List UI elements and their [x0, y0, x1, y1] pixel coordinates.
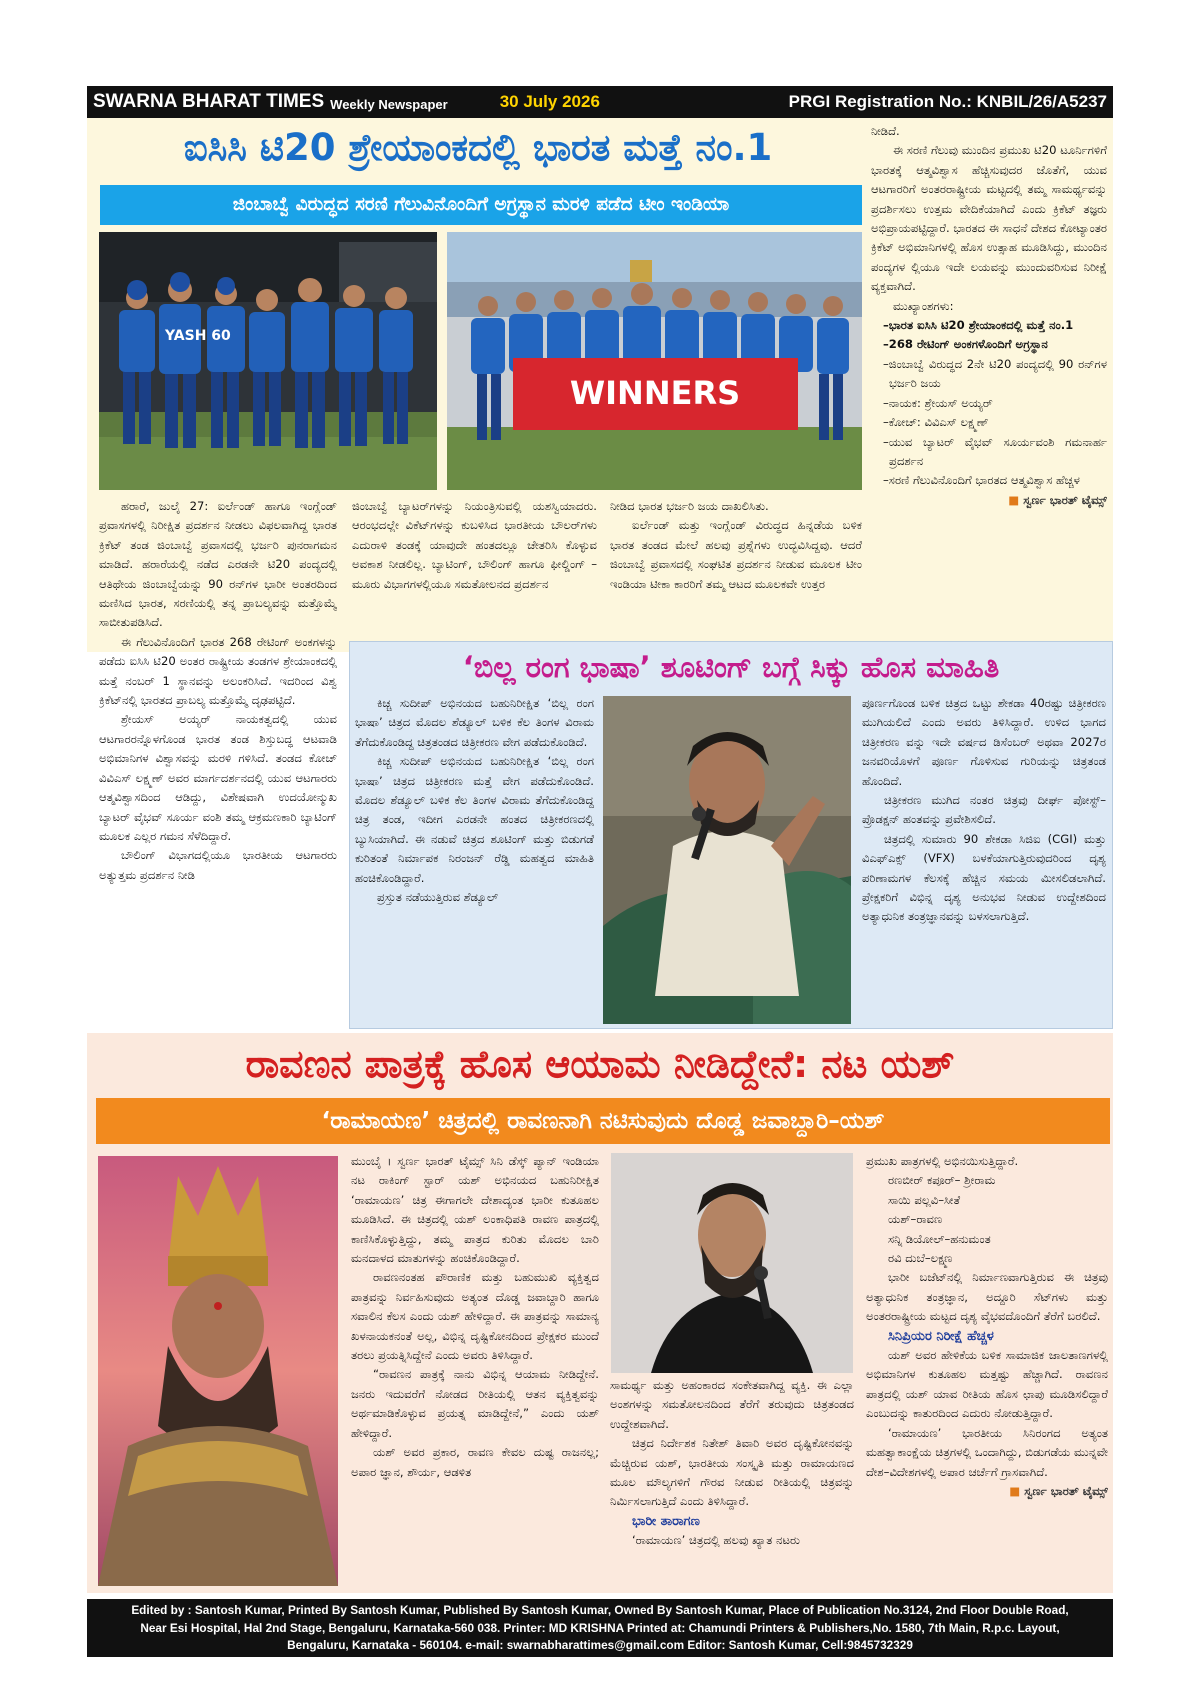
jersey-label: YASH 60 [165, 328, 231, 344]
paragraph: ಹರಾರೆ, ಜುಲೈ 27: ಐರ್ಲೆಂಡ್ ಹಾಗೂ ಇಂಗ್ಲೆಂಡ್ ಪ್ರವಾಸಗಳಲ್ಲಿ ನಿರೀಕ್ಷಿತ ಪ್ರದರ್ಶನ ನೀಡಲು ವಿಫಲವಾಗಿದ್ದ ಭಾರತ ಕ್ರಿಕೆಟ್ ತಂಡ ಜಿಂಬಾಬ್ವೆ ಪ್ರವಾಸದಲ್ಲಿ ಭರ್ಜರಿ ಪುನರಾಗಮನ ಮಾಡಿದೆ. ಹರಾರೆಯಲ್ಲಿ ನಡೆದ ಎರಡನೇ ಟಿ20 ಪಂದ್ಯದಲ್ಲಿ ಆತಿಥೇಯ ಜಿಂಬಾಬ್ವೆಯನ್ನು 90 ರನ್‌ಗಳ ಭಾರೀ ಅಂತರದಿಂದ ಮಣಿಸಿದ ಭಾರತ, ಸರಣಿಯಲ್ಲಿ ತನ್ನ ಪ್ರಾಬಲ್ಯವನ್ನು ಮತ್ತೊಮ್ಮೆ ಸಾಬೀತುಪಡಿಸಿದೆ. [99, 499, 337, 630]
cast-item: ರಣಬೀರ್ ಕಪೂರ್– ಶ್ರೀರಾಮ [888, 1173, 996, 1188]
paragraph: ಚಿತ್ರದ ನಿರ್ದೇಶಕ ನಿತೇಶ್ ತಿವಾರಿ ಅವರ ದೃಷ್ಟಿಕೋನವನ್ನು ಮೆಚ್ಚಿರುವ ಯಶ್, ಭಾರತೀಯ ಸಂಸ್ಕೃತಿ ಮತ್ತು ರಾಮಾಯಣದ ಮೂಲ ಮೌಲ್ಯಗಳಿಗೆ ಗೌರವ ನೀಡುವ ರೀತಿಯಲ್ಲಿ ಚಿತ್ರವನ್ನು ನಿರ್ಮಿಸಲಾಗುತ್ತಿದೆ ಎಂದು ತಿಳಿಸಿದ್ದಾರೆ. [610, 1436, 854, 1509]
highlight-item: –ಯುವ ಬ್ಯಾಟರ್ ವೈಭವ್ ಸೂರ್ಯವಂಶಿ ಗಮನಾರ್ಹ ಪ್ರದರ್ಶನ [883, 434, 1107, 468]
paragraph: ಭಾರೀ ಬಜೆಟ್‌ನಲ್ಲಿ ನಿರ್ಮಾಣವಾಗುತ್ತಿರುವ ಈ ಚಿತ್ರವು ಅತ್ಯಾಧುನಿಕ ತಂತ್ರಜ್ಞಾನ, ಅದ್ದೂರಿ ಸೆಟ್‌ಗಳು ಮತ್ತು ಅಂತರರಾಷ್ಟ್ರೀಯ ಮಟ್ಟದ ದೃಶ್ಯ ವೈಭವದೊಂದಿಗೆ ತೆರೆಗೆ ಬರಲಿದೆ. [866, 1270, 1108, 1324]
paragraph: ಯಶ್ ಅವರ ಹೇಳಿಕೆಯ ಬಳಿಕ ಸಾಮಾಜಿಕ ಜಾಲತಾಣಗಳಲ್ಲಿ ಅಭಿಮಾನಿಗಳ ಕುತೂಹಲ ಮತ್ತಷ್ಟು ಹೆಚ್ಚಾಗಿದೆ. ರಾವಣನ ಪಾತ್ರದಲ್ಲಿ ಯಶ್ ಯಾವ ರೀತಿಯ ಹೊಸ ಛಾಪು ಮೂಡಿಸಲಿದ್ದಾರೆ ಎಂಬುದನ್ನು ಕಾತುರದಿಂದ ಎದುರು ನೋಡುತ್ತಿದ್ದಾರೆ. [866, 1348, 1108, 1421]
paragraph: ‘ರಾಮಾಯಣ’ ಚಿತ್ರದಲ್ಲಿ ಹಲವು ಖ್ಯಾತ ನಟರು [632, 1533, 800, 1548]
story3-column-3 [866, 1152, 1108, 1590]
highlights-title: ಮುಖ್ಯಾಂಶಗಳು: [893, 298, 954, 313]
paragraph: ಶ್ರೇಯಸ್ ಅಯ್ಯರ್ ನಾಯಕತ್ವದಲ್ಲಿ ಯುವ ಆಟಗಾರರನ್ನೊಳಗೊಂಡ ಭಾರತ ತಂಡ ಶಿಸ್ತುಬದ್ಧ ಆಟವಾಡಿ ಅಭಿಮಾನಿಗಳ ವಿಶ್ವಾಸವನ್ನು ಮರಳಿ ಗಳಿಸಿದೆ. ತಂಡದ ಕೋಚ್ ವಿವಿಎಸ್ ಲಕ್ಷ್ಮಣ್ ಅವರ ಮಾರ್ಗದರ್ಶನದಲ್ಲಿ ಯುವ ಆಟಗಾರರು ಆತ್ಮವಿಶ್ವಾಸದಿಂದ ಆಡಿದ್ದು, ವಿಶೇಷವಾಗಿ ಉದಯೋನ್ಮುಖ ಬ್ಯಾಟರ್ ವೈಭವ್ ಸೂರ್ಯ ವಂಶಿ ತಮ್ಮ ಆಕ್ರಮಣಕಾರಿ ಬ್ಯಾಟಿಂಗ್ ಮೂಲಕ ಎಲ್ಲರ ಗಮನ ಸೆಳೆದಿದ್ದಾರೆ. [99, 712, 337, 843]
paragraph: ಪ್ರಮುಖ ಪಾತ್ರಗಳಲ್ಲಿ ಅಭಿನಯಿಸುತ್ತಿದ್ದಾರೆ. [866, 1154, 1019, 1168]
source-marker-icon: ■ [1009, 1483, 1021, 1498]
paragraph: ಸಾಮರ್ಥ್ಯ ಮತ್ತು ಅಹಂಕಾರದ ಸಂಕೇತವಾಗಿದ್ದ ವ್ಯಕ್ತಿ. ಈ ಎಲ್ಲಾ ಅಂಶಗಳನ್ನು ಸಮತೋಲನದಿಂದ ತೆರೆಗೆ ತರುವುದು ಚಿತ್ರತಂಡದ ಉದ್ದೇಶವಾಗಿದೆ. [610, 1378, 854, 1431]
source-name: ಸ್ವರ್ಣ ಭಾರತ್ ಟೈಮ್ಸ್ [1024, 1483, 1108, 1498]
expectation-heading: ಸಿನಿಪ್ರಿಯರ ನಿರೀಕ್ಷೆ ಹೆಚ್ಚಳ [888, 1328, 994, 1344]
imprint-line: Bengaluru, Karnataka - 560104. e-mail: swarnabharattimes@gmail.com Editor: Santosh Kumar, Cell:9845732329 [287, 1638, 913, 1652]
story2-headline: ‘ಬಿಲ್ಲ ರಂಗ ಭಾಷಾ’ ಶೂಟಿಂಗ್ ಬಗ್ಗೆ ಸಿಕ್ಕು ಹೊಸ ಮಾಹಿತಿ [462, 650, 1000, 684]
imprint-line: Edited by : Santosh Kumar, Printed By Santosh Kumar, Published By Santosh Kumar, Owned By Santosh Kumar, Place of Publication No.3124, 2nd Floor Double Road, [131, 1603, 1069, 1617]
story3-column-2 [610, 1376, 854, 1590]
story1-headline: ಐಸಿಸಿ ಟಿ20 ಶ್ರೇಯಾಂಕದಲ್ಲಿ ಭಾರತ ಮತ್ತೆ ನಂ.1 [183, 126, 773, 169]
highlight-item: –268 ರೇಟಿಂಗ್ ಅಂಕಗಳೊಂದಿಗೆ ಅಗ್ರಸ್ಥಾನ [883, 337, 1048, 352]
source-credit [871, 491, 1107, 510]
highlight-item: –ಸರಣಿ ಗೆಲುವಿನೊಂದಿಗೆ ಭಾರತದ ಆತ್ಮವಿಶ್ವಾಸ ಹೆಚ್ಚಳ [883, 473, 1080, 488]
paragraph: ನೀಡಿದ ಭಾರತ ಭರ್ಜರಿ ಜಯ ದಾಖಲಿಸಿತು. [610, 499, 769, 513]
paragraph: ಐರ್ಲೆಂಡ್ ಮತ್ತು ಇಂಗ್ಲೆಂಡ್ ವಿರುದ್ಧದ ಹಿನ್ನಡೆಯ ಬಳಿಕ ಭಾರತ ತಂಡದ ಮೇಲೆ ಹಲವು ಪ್ರಶ್ನೆಗಳು ಉದ್ಭವಿಸಿದ್ದವು. ಆದರೆ ಜಿಂಬಾಬ್ವೆ ಪ್ರವಾಸದಲ್ಲಿ ಸಂಘಟಿತ ಪ್ರದರ್ಶನ ನೀಡುವ ಮೂಲಕ ಟೀಂ ಇಂಡಿಯಾ ಟೀಕಾ ಕಾರರಿಗೆ ತಮ್ಮ ಆಟದ ಮೂಲಕವೇ ಉತ್ತರ [610, 518, 862, 591]
highlight-item: –ಜಿಂಬಾಬ್ವೆ ವಿರುದ್ಧದ 2ನೇ ಟಿ20 ಪಂದ್ಯದಲ್ಲಿ 90 ರನ್‌ಗಳ ಭರ್ಜರಿ ಜಯ [883, 356, 1107, 391]
story3-subheadline: ‘ರಾಮಾಯಣ’ ಚಿತ್ರದಲ್ಲಿ ರಾವಣನಾಗಿ ನಟಿಸುವುದು ದೊಡ್ಡ ಜವಾಬ್ದಾರಿ–ಯಶ್ [96, 1098, 1110, 1144]
newspaper-name: SWARNA BHARAT TIMES [93, 91, 325, 112]
story1-column-1 [99, 497, 337, 1037]
highlight-item: –ನಾಯಕ: ಶ್ರೇಯಸ್ ಅಯ್ಯರ್ [883, 395, 993, 410]
cast-item: ಯಶ್–ರಾವಣ [888, 1212, 943, 1227]
paragraph: ಈ ಸರಣಿ ಗೆಲುವು ಮುಂದಿನ ಪ್ರಮುಖ ಟಿ20 ಟೂರ್ನಿಗಳಿಗೆ ಭಾರತಕ್ಕೆ ಆತ್ಮವಿಶ್ವಾಸ ಹೆಚ್ಚಿಸುವುದರ ಜೊತೆಗೆ, ಯುವ ಆಟಗಾರರಿಗೆ ಅಂತರರಾಷ್ಟ್ರೀಯ ಮಟ್ಟದಲ್ಲಿ ತಮ್ಮ ಸಾಮರ್ಥ್ಯವನ್ನು ಪ್ರದರ್ಶಿಸಲು ಉತ್ತಮ ವೇದಿಕೆಯಾಗಿದೆ ಎಂದು ಕ್ರಿಕೆಟ್ ತಜ್ಞರು ಅಭಿಪ್ರಾಯಪಟ್ಟಿದ್ದಾರೆ. ಭಾರತದ ಈ ಸಾಧನೆ ದೇಶದ ಕೋಟ್ಯಾಂತರ ಕ್ರಿಕೆಟ್ ಅಭಿಮಾನಿಗಳಲ್ಲಿ ಹೊಸ ಉತ್ಸಾಹ ಮೂಡಿಸಿದ್ದು, ಮುಂದಿನ ಪಂದ್ಯಗಳ ಲ್ಲಿಯೂ ಇದೇ ಲಯವನ್ನು ಮುಂದುವರಿಸುವ ನಿರೀಕ್ಷೆ ವ್ಯಕ್ತವಾಗಿದೆ. [871, 143, 1107, 294]
source-marker-icon: ■ [1008, 492, 1020, 507]
paragraph: ನೀಡಿದೆ. [871, 124, 900, 138]
paragraph: ಜಿಂಬಾಬ್ವೆ ಬ್ಯಾಟರ್‌ಗಳನ್ನು ನಿಯಂತ್ರಿಸುವಲ್ಲಿ ಯಶಸ್ವಿಯಾದರು. ಆರಂಭದಲ್ಲೇ ವಿಕೆಟ್‌ಗಳನ್ನು ಕುಬಳಿಸಿದ ಭಾರತೀಯ ಬೌಲರ್‌ಗಳು ಎದುರಾಳಿ ತಂಡಕ್ಕೆ ಯಾವುದೇ ಹಂತದಲ್ಲೂ ಚೇತರಿಸಿ ಕೊಳ್ಳುವ ಅವಕಾಶ ನೀಡಲಿಲ್ಲ. ಬ್ಯಾಟಿಂಗ್, ಬೌಲಿಂಗ್ ಹಾಗೂ ಫೀಲ್ಡಿಂಗ್ –ಮೂರು ವಿಭಾಗಗಳಲ್ಲಿಯೂ ಸಮತೋಲನದ ಪ್ರದರ್ಶನ [352, 499, 597, 591]
paragraph: ಬೌಲಿಂಗ್ ವಿಭಾಗದಲ್ಲಿಯೂ ಭಾರತೀಯ ಆಟಗಾರರು ಅತ್ಯುತ್ತಮ ಪ್ರದರ್ಶನ ನೀಡಿ [99, 848, 337, 882]
cast-heading: ಭಾರೀ ತಾರಾಗಣ [632, 1513, 700, 1529]
cast-item: ರವಿ ದುಬೆ–ಲಕ್ಷ್ಮಣ [888, 1251, 953, 1266]
winners-trophy-photo [447, 232, 862, 490]
story2-column-1 [355, 694, 594, 1026]
paragraph: ಪ್ರಸ್ತುತ ನಡೆಯುತ್ತಿರುವ ಶೆಡ್ಯೂಲ್ [377, 890, 499, 905]
masthead [87, 86, 1113, 118]
source-name: ಸ್ವರ್ಣ ಭಾರತ್ ಟೈಮ್ಸ್ [1023, 492, 1107, 507]
paragraph: ಕಿಚ್ಚ ಸುದೀಪ್ ಅಭಿನಯದ ಬಹುನಿರೀಕ್ಷಿತ ‘ಬಿಲ್ಲ ರಂಗ ಭಾಷಾ’ ಚಿತ್ರದ ಮೊದಲ ಶೆಡ್ಯೂಲ್ ಬಳಿಕ ಕೆಲ ತಿಂಗಳ ವಿರಾಮ ತೆಗೆದುಕೊಂಡಿದ್ದ ಚಿತ್ರತಂಡದ ಚಿತ್ರೀಕರಣ ವೇಗ ಪಡೆದುಕೊಂಡಿದೆ. [355, 696, 594, 749]
winners-banner-text: WINNERS [569, 374, 741, 412]
story1-column-4 [871, 122, 1107, 647]
imprint-footer [87, 1599, 1113, 1657]
yash-photo [611, 1153, 853, 1373]
story2-column-2 [862, 694, 1106, 1026]
highlight-item: –ಭಾರತ ಐಸಿಸಿ ಟಿ20 ಶ್ರೇಯಾಂಕದಲ್ಲಿ ಮತ್ತೆ ನಂ.1 [883, 318, 1074, 333]
story3-headline: ರಾವಣನ ಪಾತ್ರಕ್ಕೆ ಹೊಸ ಆಯಾಮ ನೀಡಿದ್ದೇನೆ: ನಟ ಯಶ್ [245, 1042, 955, 1086]
sudeep-photo [603, 696, 851, 1024]
issue-date: 30 July 2026 [499, 92, 600, 111]
paragraph: ಯಶ್ ಅವರ ಪ್ರಕಾರ, ರಾವಣ ಕೇವಲ ದುಷ್ಟ ರಾಜನಲ್ಲ; ಅಪಾರ ಜ್ಞಾನ, ಶೌರ್ಯ, ಆಡಳಿತ [351, 1445, 599, 1479]
story1-column-3 [610, 497, 862, 635]
story1-column-2 [352, 497, 597, 635]
paragraph: “ರಾವಣನ ಪಾತ್ರಕ್ಕೆ ನಾನು ವಿಭಿನ್ನ ಆಯಾಮ ನೀಡಿದ್ದೇನೆ. ಜನರು ಇದುವರೆಗೆ ನೋಡದ ರೀತಿಯಲ್ಲಿ ಆತನ ವ್ಯಕ್ತಿತ್ವವನ್ನು ಅರ್ಥಮಾಡಿಕೊಳ್ಳುವ ಪ್ರಯತ್ನ ಮಾಡಿದ್ದೇನೆ,” ಎಂದು ಯಶ್ ಹೇಳಿದ್ದಾರೆ. [351, 1367, 599, 1440]
paragraph: ಮುಂಬೈ । ಸ್ವರ್ಣ ಭಾರತ್ ಟೈಮ್ಸ್ ಸಿನಿ ಡೆಸ್ಕ್ ಪ್ಯಾನ್ ಇಂಡಿಯಾ ನಟ ರಾಕಿಂಗ್ ಸ್ಟಾರ್ ಯಶ್ ಅಭಿನಯದ ಬಹುನಿರೀಕ್ಷಿತ ‘ರಾಮಾಯಣ’ ಚಿತ್ರ ಈಗಾಗಲೇ ದೇಶಾದ್ಯಂತ ಭಾರೀ ಕುತೂಹಲ ಮೂಡಿಸಿದೆ. ಈ ಚಿತ್ರದಲ್ಲಿ ಯಶ್ ಲಂಕಾಧಿಪತಿ ರಾವಣ ಪಾತ್ರದಲ್ಲಿ ಕಾಣಿಸಿಕೊಳ್ಳುತ್ತಿದ್ದು, ತಮ್ಮ ಪಾತ್ರದ ಕುರಿತು ಮೊದಲ ಬಾರಿ ಮನದಾಳದ ಮಾತುಗಳನ್ನು ಹಂಚಿಕೊಂಡಿದ್ದಾರೆ. [351, 1154, 599, 1266]
paragraph: ಪೂರ್ಣಗೊಂಡ ಬಳಿಕ ಚಿತ್ರದ ಒಟ್ಟು ಶೇಕಡಾ 40ರಷ್ಟು ಚಿತ್ರೀಕರಣ ಮುಗಿಯಲಿದೆ ಎಂದು ಅವರು ತಿಳಿಸಿದ್ದಾರೆ. ಉಳಿದ ಭಾಗದ ಚಿತ್ರೀಕರಣ ವನ್ನು ಇದೇ ವರ್ಷದ ಡಿಸೆಂಬರ್ ಅಥವಾ 2027ರ ಜನವರಿಯೊಳಗೆ ಪೂರ್ಣ ಗೊಳಿಸುವ ಗುರಿಯನ್ನು ಚಿತ್ರತಂಡ ಹೊಂದಿದೆ. [862, 696, 1106, 788]
registration-number: PRGI Registration No.: KNBIL/26/A5237 [788, 92, 1107, 111]
ravana-character-photo [98, 1156, 338, 1586]
paragraph: ‘ರಾಮಾಯಣ’ ಭಾರತೀಯ ಸಿನಿರಂಗದ ಅತ್ಯಂತ ಮಹತ್ವಾಕಾಂಕ್ಷೆಯ ಚಿತ್ರಗಳಲ್ಲಿ ಒಂದಾಗಿದ್ದು, ಬಿಡುಗಡೆಯ ಮುನ್ನವೇ ದೇಶ–ವಿದೇಶಗಳಲ್ಲಿ ಅಪಾರ ಚರ್ಚೆಗೆ ಗ್ರಾಸವಾಗಿದೆ. [866, 1425, 1108, 1479]
source-credit [866, 1482, 1108, 1501]
cast-item: ಸಾಯಿ ಪಲ್ಲವಿ–ಸೀತೆ [888, 1192, 961, 1207]
paragraph: ಚಿತ್ರೀಕರಣ ಮುಗಿದ ನಂತರ ಚಿತ್ರವು ದೀರ್ಘ ಪೋಸ್ಟ್–ಪ್ರೊಡಕ್ಷನ್ ಹಂತವನ್ನು ಪ್ರವೇಶಿಸಲಿದೆ. [862, 793, 1106, 827]
imprint-line: Near Esi Hospital, Hal 2nd Stage, Bengaluru, Karnataka-560 038. Printer: MD KRISHNA Printed at: Chamundi Printers & Publishers,No. 1580, 7th Main, R.p.c. Layout, [140, 1620, 1060, 1635]
newspaper-subtitle: Weekly Newspaper [330, 96, 448, 112]
highlight-item: –ಕೋಚ್: ವಿವಿಎಸ್ ಲಕ್ಷ್ಮಣ್ [883, 415, 989, 430]
paragraph: ಕಿಚ್ಚ ಸುದೀಪ್ ಅಭಿನಯದ ಬಹುನಿರೀಕ್ಷಿತ ‘ಬಿಲ್ಲ ರಂಗ ಭಾಷಾ’ ಚಿತ್ರದ ಚಿತ್ರೀಕರಣ ಮತ್ತೆ ವೇಗ ಪಡೆದುಕೊಂಡಿದೆ. ಮೊದಲ ಶೆಡ್ಯೂಲ್ ಬಳಿಕ ಕೆಲ ತಿಂಗಳ ವಿರಾಮ ತೆಗೆದುಕೊಂಡಿದ್ದ ಚಿತ್ರ ತಂಡ, ಇದೀಗ ಎರಡನೇ ಹಂತದ ಚಿತ್ರೀಕರಣದಲ್ಲಿ ಬ್ಯುಸಿಯಾಗಿದೆ. ಈ ನಡುವೆ ಚಿತ್ರದ ಶೂಟಿಂಗ್ ಮತ್ತು ಬಿಡುಗಡೆ ಕುರಿತಂತೆ ನಿರ್ಮಾಪಕ ನಿರಂಜನ್ ರೆಡ್ಡಿ ಮಹತ್ವದ ಮಾಹಿತಿ ಹಂಚಿಕೊಂಡಿದ್ದಾರೆ. [355, 754, 594, 885]
cast-item: ಸನ್ನಿ ಡಿಯೋಲ್–ಹನುಮಂತ [888, 1231, 991, 1246]
paragraph: ಈ ಗೆಲುವಿನೊಂದಿಗೆ ಭಾರತ 268 ರೇಟಿಂಗ್ ಅಂಕಗಳನ್ನು ಪಡೆದು ಐಸಿಸಿ ಟಿ20 ಅಂತರ ರಾಷ್ಟ್ರೀಯ ತಂಡಗಳ ಶ್ರೇಯಾಂಕದಲ್ಲಿ ಮತ್ತೆ ನಂಬರ್ 1 ಸ್ಥಾನವನ್ನು ಅಲಂಕರಿಸಿದೆ. ಇದರಿಂದ ವಿಶ್ವ ಕ್ರಿಕೆಟ್‌ನಲ್ಲಿ ಭಾರತದ ಪ್ರಾಬಲ್ಯ ಮತ್ತೊಮ್ಮೆ ದೃಢಪಟ್ಟಿದೆ. [99, 634, 337, 708]
story1-subheadline: ಜಿಂಬಾಬ್ವೆ ವಿರುದ್ಧದ ಸರಣಿ ಗೆಲುವಿನೊಂದಿಗೆ ಅಗ್ರಸ್ಥಾನ ಮರಳಿ ಪಡೆದ ಟೀಂ ಇಂಡಿಯಾ [100, 185, 862, 225]
paragraph: ಚಿತ್ರದಲ್ಲಿ ಸುಮಾರು 90 ಶೇಕಡಾ ಸಿಜಿಐ (CGI) ಮತ್ತು ವಿಎಫ್‌ಎಕ್ಸ್ (VFX) ಬಳಕೆಯಾಗುತ್ತಿರುವುದರಿಂದ ದೃಶ್ಯ ಪರಿಣಾಮಗಳ ಕೆಲಸಕ್ಕೆ ಹೆಚ್ಚಿನ ಸಮಯ ಮೀಸಲಿಡಲಾಗಿದೆ. ಪ್ರೇಕ್ಷಕರಿಗೆ ವಿಭಿನ್ನ ದೃಶ್ಯ ಅನುಭವ ನೀಡುವ ಉದ್ದೇಶದಿಂದ ಅತ್ಯಾಧುನಿಕ ತಂತ್ರಜ್ಞಾನವನ್ನು ಬಳಸಲಾಗುತ್ತಿದೆ. [862, 831, 1106, 924]
paragraph: ರಾವಣನಂತಹ ಪೌರಾಣಿಕ ಮತ್ತು ಬಹುಮುಖಿ ವ್ಯಕ್ತಿತ್ವದ ಪಾತ್ರವನ್ನು ನಿರ್ವಹಿಸುವುದು ಅತ್ಯಂತ ದೊಡ್ಡ ಜವಾಬ್ದಾರಿ ಹಾಗೂ ಸವಾಲಿನ ಕೆಲಸ ಎಂದು ಯಶ್ ಹೇಳಿದ್ದಾರೆ. ಈ ಪಾತ್ರವನ್ನು ಸಾಮಾನ್ಯ ಖಳನಾಯಕನಂತೆ ಅಲ್ಲ, ವಿಭಿನ್ನ ದೃಷ್ಟಿಕೋನದಿಂದ ಪ್ರೇಕ್ಷಕರ ಮುಂದೆ ತರಲು ಪ್ರಯತ್ನಿಸಿದ್ದೇನೆ ಎಂದು ಅವರು ತಿಳಿಸಿದ್ದಾರೆ. [351, 1270, 599, 1363]
team-celebration-photo [99, 232, 437, 490]
story3-column-1 [351, 1152, 599, 1590]
